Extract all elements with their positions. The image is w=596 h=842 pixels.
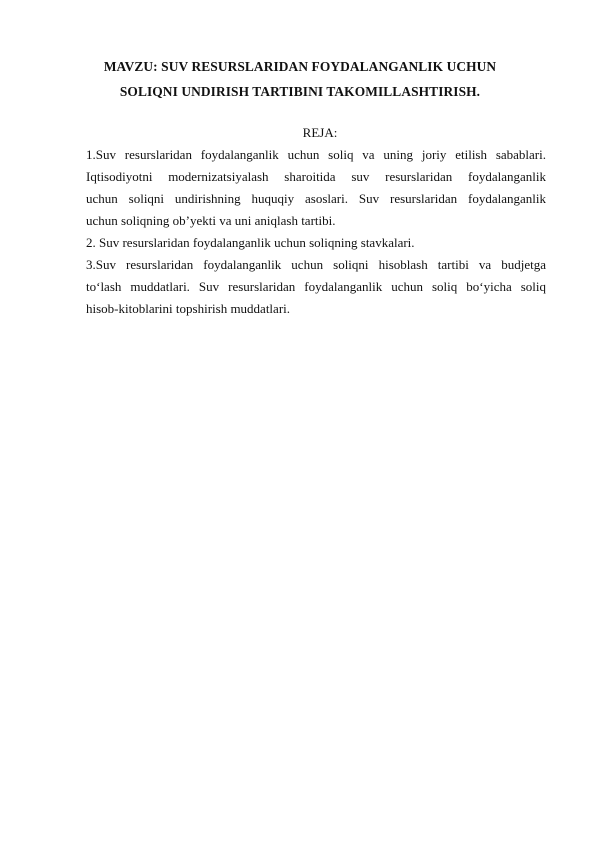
plan-line-8: hisob-kitoblarini topshirish muddatlari. [86,301,291,316]
plan-line-7: to‘lash muddatlari. Suv resurslaridan foydalanganlik uchun soliq bo‘yicha soliq [86,279,546,294]
plan-list [86,144,546,320]
plan-line-4: uchun soliqning ob’yekti va uni aniqlash tartibi. [86,213,336,228]
plan-heading: REJA: [302,125,338,140]
plan-line-1: 1.Suv resurslaridan foydalanganlik uchun soliq va uning joriy etilish sabablari. [86,147,546,162]
title-line-2: SOLIQNI UNDIRISH TARTIBINI TAKOMILLASHTIRISH. [119,84,481,99]
plan-line-6: 3.Suv resurslaridan foydalanganlik uchun soliqni hisoblash tartibi va budjetga [86,257,546,272]
plan-line-2: Iqtisodiyotni modernizatsiyalash sharoitida suv resurslaridan foydalanganlik [86,169,546,184]
title-line-1: MAVZU: SUV RESURSLARIDAN FOYDALANGANLIK UCHUN [103,59,497,74]
plan-line-5: 2. Suv resurslaridan foydalanganlik uchun soliqning stavkalari. [86,235,415,250]
document-title [60,54,540,104]
plan-line-3: uchun soliqni undirishning huquqiy asoslari. Suv resurslaridan foydalanganlik [86,191,546,206]
